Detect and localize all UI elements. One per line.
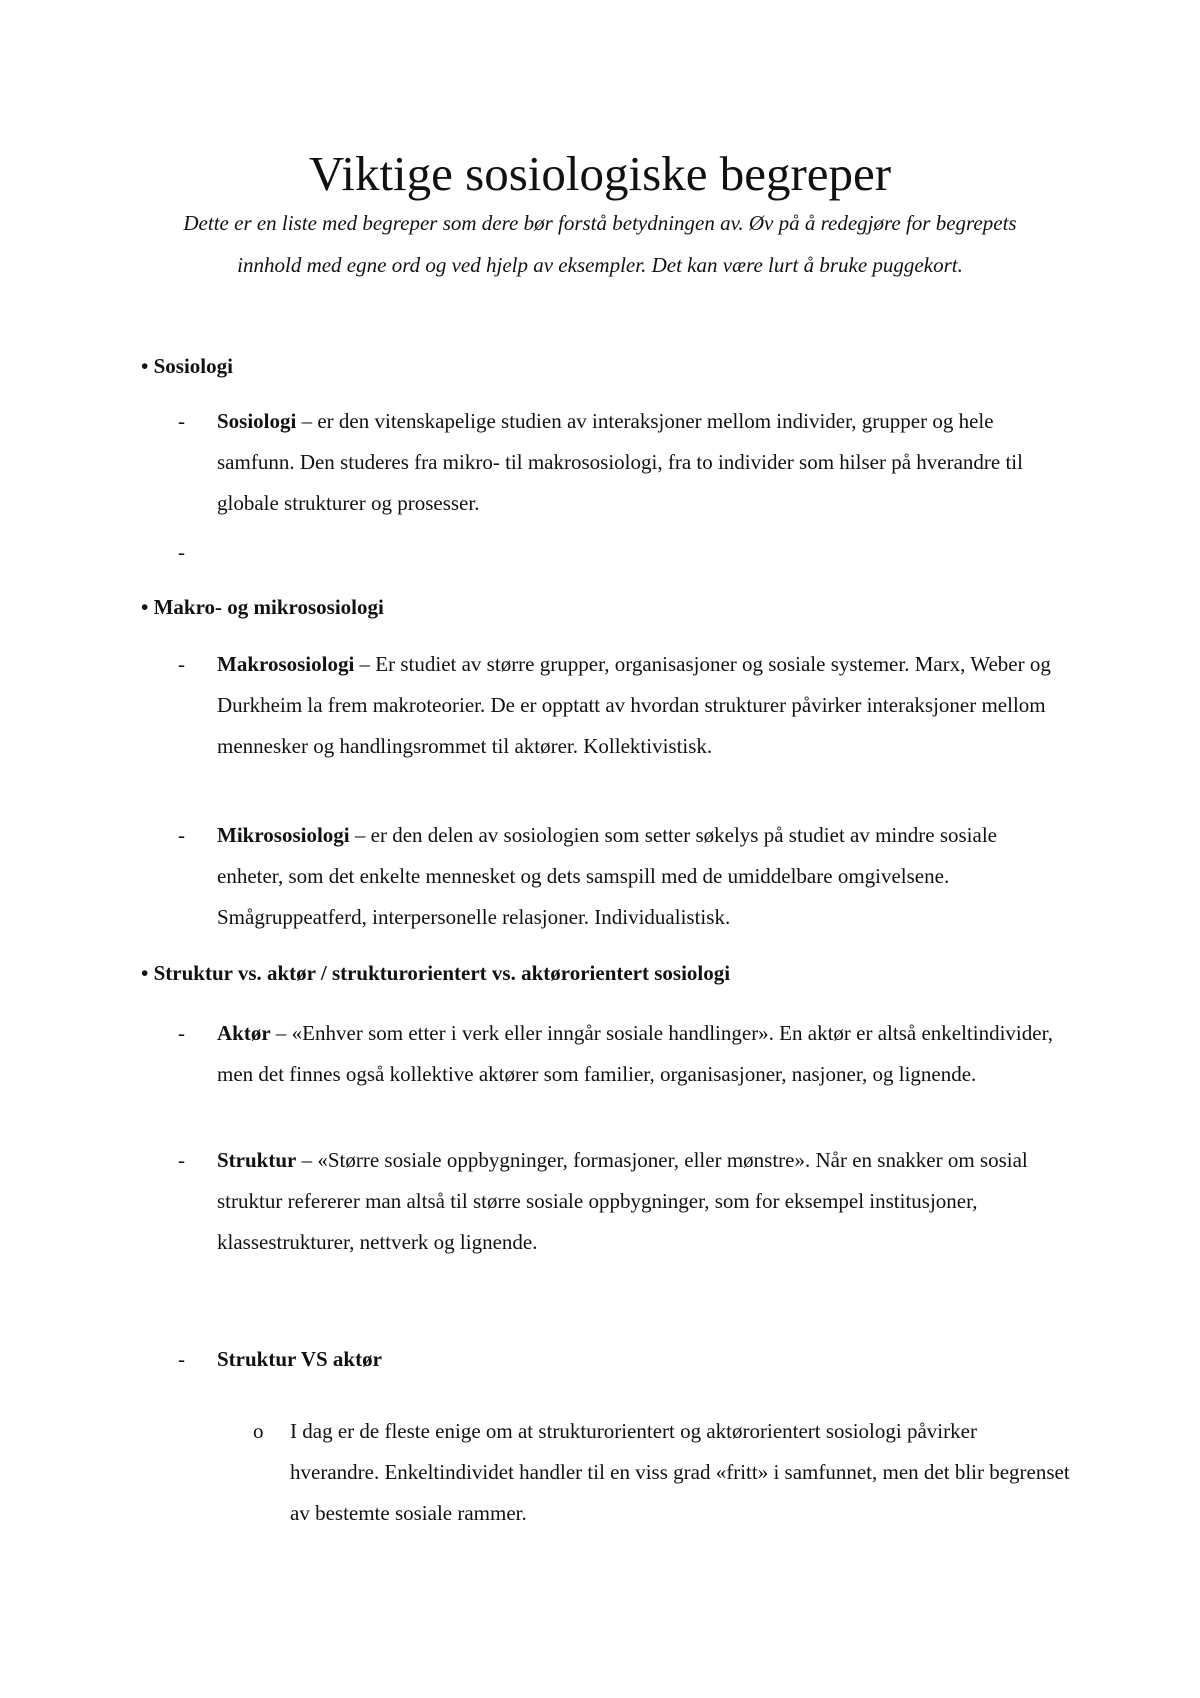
- dash-marker: -: [178, 1347, 185, 1371]
- term-definition: – «Større sosiale oppbygninger, formasjoner, eller mønstre». Når en snakker om sosial struktur refererer man altså til større sosiale oppbygninger, som for eksempel institusjoner, klassestrukturer, nettverk og lignende.: [217, 1148, 1028, 1254]
- intro-paragraph: Dette er en liste med begreper som dere bør forstå betydningen av. Øv på å redegjøre for begrepets innhold med egne ord og ved hjelp av eksempler. Det kan være lurt å bruke puggekort.: [183, 211, 1017, 277]
- term-label: Sosiologi: [217, 409, 297, 433]
- dash-marker: -: [178, 652, 185, 676]
- item-body: [217, 644, 1057, 767]
- dash-marker: -: [178, 409, 185, 433]
- term-label: Makrososiologi: [217, 652, 355, 676]
- document-title: Viktige sosiologiske begreper: [308, 146, 892, 201]
- term-definition: – Er studiet av større grupper, organisasjoner og sosiale systemer. Marx, Weber og Durkheim la frem makroteorier. De er opptatt av hvordan strukturer påvirker interaksjoner mellom mennesker og handlingsrommet til aktører. Kollektivistisk.: [217, 652, 1051, 758]
- dash-marker: -: [178, 540, 185, 564]
- dash-marker: -: [178, 1148, 185, 1172]
- sub-item-body: I dag er de fleste enige om at strukturorientert og aktørorientert sosiologi påvirker hverandre. Enkeltindividet handler til en viss grad «fritt» i samfunnet, men det blir begrenset av bestemte sosiale rammer.: [290, 1419, 1070, 1525]
- term-label: Aktør: [217, 1021, 271, 1045]
- dash-marker: -: [178, 823, 185, 847]
- section-heading-sosiologi: • Sosiologi: [141, 354, 233, 378]
- term-label: Struktur: [217, 1148, 297, 1172]
- item-body: [217, 1013, 1057, 1095]
- list-item-sosiologi: [178, 401, 1078, 524]
- term-definition: – er den delen av sosiologien som setter søkelys på studiet av mindre sosiale enheter, som det enkelte mennesket og dets samspill med de umiddelbare omgivelsene. Smågruppeatferd, interpersonelle relasjoner. Individualistisk.: [217, 823, 997, 929]
- section-heading-struktur-aktor: • Struktur vs. aktør / strukturorientert vs. aktørorientert sosiologi: [141, 961, 731, 985]
- dash-marker: -: [178, 1021, 185, 1045]
- list-item-makrososiologi: [178, 644, 1078, 767]
- term-label: Mikrososiologi: [217, 823, 350, 847]
- sub-list-item: [253, 1411, 1073, 1534]
- item-body: [217, 1140, 1057, 1263]
- list-item-aktor: [178, 1013, 1078, 1095]
- term-definition: – «Enhver som etter i verk eller inngår sosiale handlinger». En aktør er altså enkeltindivider, men det finnes også kollektive aktører som familier, organisasjoner, nasjoner, og lignende.: [217, 1021, 1053, 1086]
- item-body: [217, 815, 1057, 938]
- circle-marker: o: [253, 1419, 264, 1443]
- list-item-mikrososiologi: [178, 815, 1078, 938]
- item-body: [217, 1339, 1057, 1380]
- term-label: Struktur VS aktør: [217, 1347, 382, 1371]
- list-item-struktur-vs-aktor: [178, 1339, 1078, 1380]
- list-item-struktur: [178, 1140, 1078, 1263]
- item-body: [217, 401, 1057, 524]
- term-definition: – er den vitenskapelige studien av interaksjoner mellom individer, grupper og hele samfunn. Den studeres fra mikro- til makrososiologi, fra to individer som hilser på hverandre til globale strukturer og prosesser.: [217, 409, 1023, 515]
- section-heading-makro-mikro: • Makro- og mikrososiologi: [141, 595, 384, 619]
